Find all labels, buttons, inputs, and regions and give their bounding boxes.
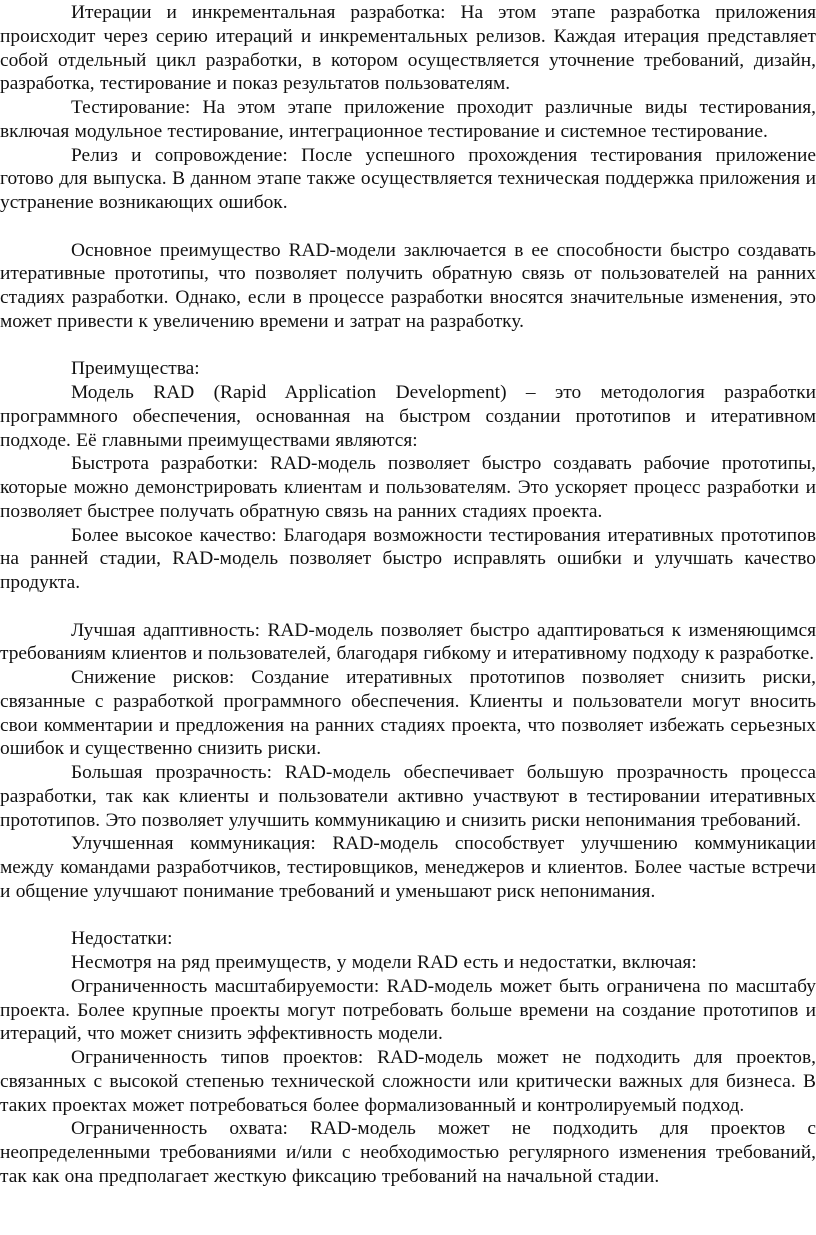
paragraph-project-type-limitation: Ограниченность типов проектов: RAD-модель может не подходить для проектов, связанных с высокой степенью технической сложности или критически важных для бизнеса. В таких проектах может потребоваться более формализованный и контролируемый подход. (0, 1047, 816, 1116)
paragraph-development-speed: Быстрота разработки: RAD-модель позволяет быстро создавать рабочие прототипы, которые можно демонстрировать клиентам и пользователям. Это ускоряет процесс разработки и позволяет быстрее получать обратную связь на ранних стадиях проекта. (0, 453, 816, 522)
paragraph-scalability-limitation: Ограниченность масштабируемости: RAD-модель может быть ограничена по масштабу проекта. Более крупные проекты могут потребовать больше времени на создание прототипов и итераций, что может снизить эффективность модели. (0, 975, 816, 1045)
paragraph-rad-definition: Модель RAD (Rapid Application Development) – это методология разработки программного обеспечения, основанная на быстром создании прототипов и итеративном подходе. Её главными преимуществами являются: (0, 382, 816, 451)
heading-disadvantages: Недостатки: (71, 928, 173, 950)
paragraph-higher-quality: Более высокое качество: Благодаря возможности тестирования итеративных прототипов на ранней стадии, RAD-модель позволяет быстро исправлять ошибки и улучшать качество продукта. (0, 524, 816, 593)
paragraph-iterations-incremental: Итерации и инкрементальная разработка: На этом этапе разработка приложения происходит через серию итераций и инкрементальных релизов. Каждая итерация представляет собой отдельный цикл разработки, в котором осуществляется уточнение требований, дизайн, разработка, тестирование и показ результатов пользователям. (0, 2, 816, 95)
paragraph-disadvantages-intro: Несмотря на ряд преимуществ, у модели RAD есть и недостатки, включая: (71, 952, 697, 973)
paragraph-risk-reduction: Снижение рисков: Создание итеративных прототипов позволяет снизить риски, связанные с разработкой программного обеспечения. Клиенты и пользователи могут вносить свои комментарии и предложения на ранних стадиях проекта, что позволяет избежать серьезных ошибок и существенно снизить риски. (0, 667, 816, 760)
heading-advantages: Преимущества: (71, 358, 200, 380)
paragraph-adaptability: Лучшая адаптивность: RAD-модель позволяет быстро адаптироваться к изменяющимся требованиям клиентов и пользователей, благодаря гибкому и итеративному подходу к разработке. (0, 619, 816, 665)
paragraph-testing: Тестирование: На этом этапе приложение проходит различные виды тестирования, включая модульное тестирование, интеграционное тестирование и системное тестирование. (0, 97, 816, 142)
paragraph-release-maintenance: Релиз и сопровождение: После успешного прохождения тестирования приложение готово для выпуска. В данном этапе также осуществляется техническая поддержка приложения и устранение возникающих ошибок. (0, 144, 816, 213)
paragraph-transparency: Большая прозрачность: RAD-модель обеспечивает большую прозрачность процесса разработки, так как клиенты и пользователи активно участвуют в тестировании итеративных прототипов. Это позволяет улучшить коммуникацию и снизить риски непонимания требований. (0, 762, 816, 831)
paragraph-improved-communication: Улучшенная коммуникация: RAD-модель способствует улучшению коммуникации между командами разработчиков, тестировщиков, менеджеров и клиентов. Более частые встречи и общение улучшают понимание требований и уменьшают риск непонимания. (0, 833, 816, 902)
paragraph-rad-main-advantage: Основное преимущество RAD-модели заключается в ее способности быстро создавать итеративные прототипы, что позволяет получить обратную связь от пользователей на ранних стадиях разработки. Однако, если в процессе разработки вносятся значительные изменения, это может привести к увеличению времени и затрат на разработку. (0, 239, 816, 332)
paragraph-scope-limitation: Ограниченность охвата: RAD-модель может не подходить для проектов с неопределенными требованиями и/или с необходимостью регулярного изменения требований, так как она предполагает жесткую фиксацию требований на начальной стадии. (0, 1118, 816, 1187)
